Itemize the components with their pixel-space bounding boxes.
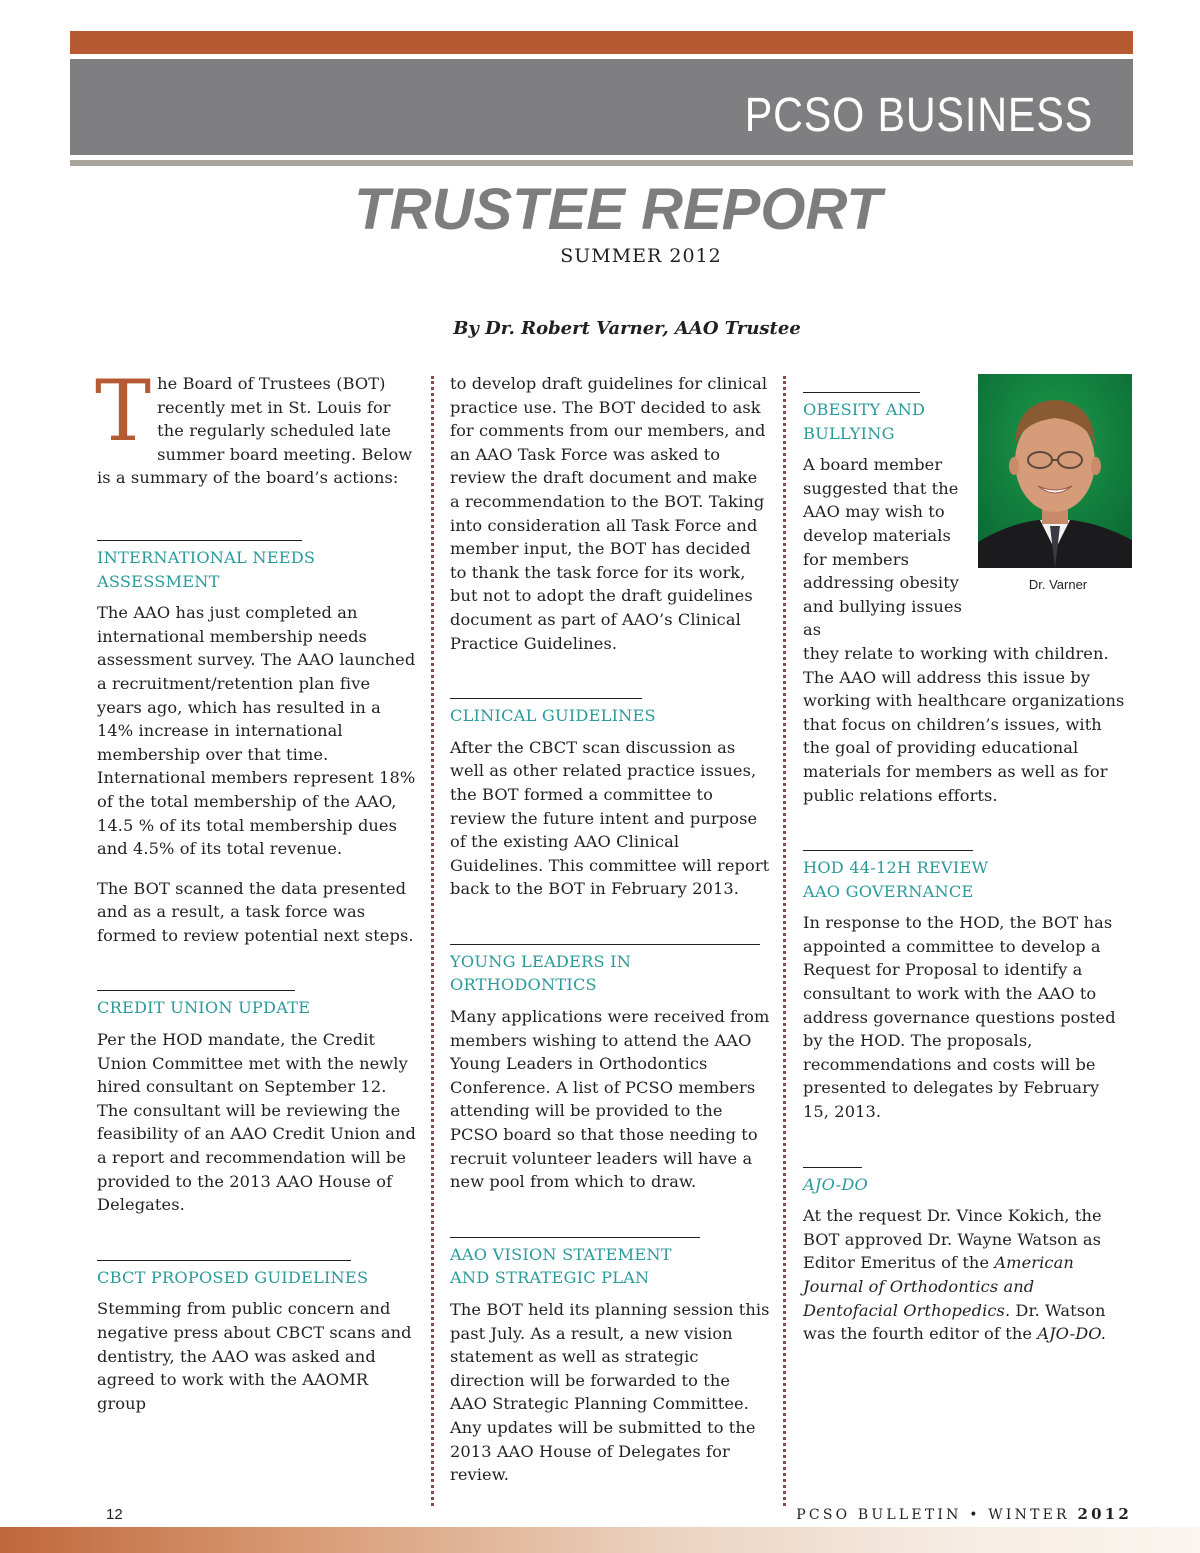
section-heading-international: INTERNATIONAL NEEDS ASSESSMENT [97,547,316,591]
section-heading-cbct: CBCT PROPOSED GUIDELINES [97,1267,369,1287]
section-heading-ajodo: AJO-DO [803,1174,868,1194]
body-paragraph: After the CBCT scan discussion as well as other related practice issues, the BOT formed a committee to review the future intent and purpose of the existing AAO Clinical Guidelines. This committee will report back to the BOT in February 2013. [450,737,770,899]
section-rule [803,850,973,851]
section-title: PCSO BUSINESS [744,89,1093,142]
column-2 [450,372,770,1487]
section-heading-young-leaders: YOUNG LEADERS IN ORTHODONTICS [450,951,632,995]
section-heading-credit-union: CREDIT UNION UPDATE [97,998,311,1018]
body-paragraph: they relate to working with children. The AAO will address this issue by working with healthcare organizations that focus on children’s issues, with the goal of providing educational materials for members as well as for public relations efforts. [803,643,1125,805]
section-rule [450,698,642,699]
banner-rule [70,160,1133,166]
body-paragraph: The BOT scanned the data presented and as a result, a task force was formed to review potential next steps. [97,878,414,945]
section-rule [803,1167,862,1168]
intro-paragraph: The Board of Trustees (BOT) recently met in St. Louis for the regularly scheduled late summer board meeting. Below is a summary of the board’s actions: [95,362,413,488]
section-rule [450,1237,700,1238]
section-rule [97,990,295,991]
publication-footer: PCSO BULLETIN • WINTER 2012 [796,1505,1132,1523]
body-paragraph: A board member suggested that the AAO may wish to develop materials for members addressing obesity and bullying issues as [803,455,962,640]
body-paragraph: The AAO has just completed an international membership needs assessment survey. The AAO launched a recruitment/retention plan five years ago, which has resulted in a 14% increase in international membership over that time. International members represent 18% of the total membership of the AAO, 14.5 % of its total membership dues and 4.5% of its total revenue. [97,603,416,859]
column-3 [803,372,1128,1346]
column-divider [783,376,786,1506]
section-rule [97,540,302,541]
footer-gradient-bar [0,1527,1200,1553]
body-paragraph: Per the HOD mandate, the Credit Union Committee met with the newly hired consultant on September 12. The consultant will be reviewing the feasibility of an AAO Credit Union and a report and recommendation will be provided to the 2013 AAO House of Delegates. [97,1030,416,1215]
photo-caption: Dr. Varner [1028,577,1088,592]
column-1 [95,362,419,1415]
body-paragraph: Many applications were received from members wishing to attend the AAO Young Leaders in Orthodontics Conference. A list of PCSO members attending will be provided to the PCSO board so that those needing to recruit volunteer leaders will have a new pool from which to draw. [450,1007,770,1192]
section-heading-clinical: CLINICAL GUIDELINES [450,706,656,726]
page-title: TRUSTEE REPORT [354,177,882,242]
page-number: 12 [106,1506,123,1523]
byline: By Dr. Robert Varner, AAO Trustee [453,318,801,339]
section-heading-vision: AAO VISION STATEMENT AND STRATEGIC PLAN [450,1244,672,1288]
section-heading-obesity: OBESITY AND BULLYING [803,400,926,443]
section-rule [803,392,920,393]
body-paragraph: In response to the HOD, the BOT has appointed a committee to develop a Request for Proposal to identify a consultant to work with the AAO to address governance questions posted by the HOD. The proposals, recommendations and costs will be presented to delegates by February 15, 2013. [803,913,1116,1122]
body-paragraph: to develop draft guidelines for clinical practice use. The BOT decided to ask for comments from our members, and an AAO Task Force was asked to review the draft document and make a recommendation to the BOT. Taking into consideration all Task Force and member input, the BOT has decided to thank the task force for its work, but not to adopt the draft guidelines document as part of AAO’s Clinical Practice Guidelines. [450,374,768,653]
section-rule [450,944,760,945]
column-divider [431,376,434,1506]
section-rule [97,1260,351,1261]
page-subtitle: SUMMER 2012 [560,245,722,267]
top-accent-bar [70,31,1133,54]
section-heading-hod: HOD 44-12H REVIEW AAO GOVERNANCE [803,858,989,901]
drop-cap: T [95,362,152,460]
body-paragraph: The BOT held its planning session this past July. As a result, a new vision statement as well as strategic direction will be forwarded to the AAO Strategic Planning Committee. Any updates will be submitted to the 2013 AAO House of Delegates for review. [450,1300,770,1485]
body-paragraph: At the request Dr. Vince Kokich, the BOT approved Dr. Wayne Watson as Editor Emeritus of the American Journal of Orthodontics and Dentofacial Orthopedics. Dr. Watson was the fourth editor of the AJO-DO. [803,1206,1106,1344]
body-paragraph: Stemming from public concern and negative press about CBCT scans and dentistry, the AAO was asked and agreed to work with the AAOMR group [97,1299,412,1413]
